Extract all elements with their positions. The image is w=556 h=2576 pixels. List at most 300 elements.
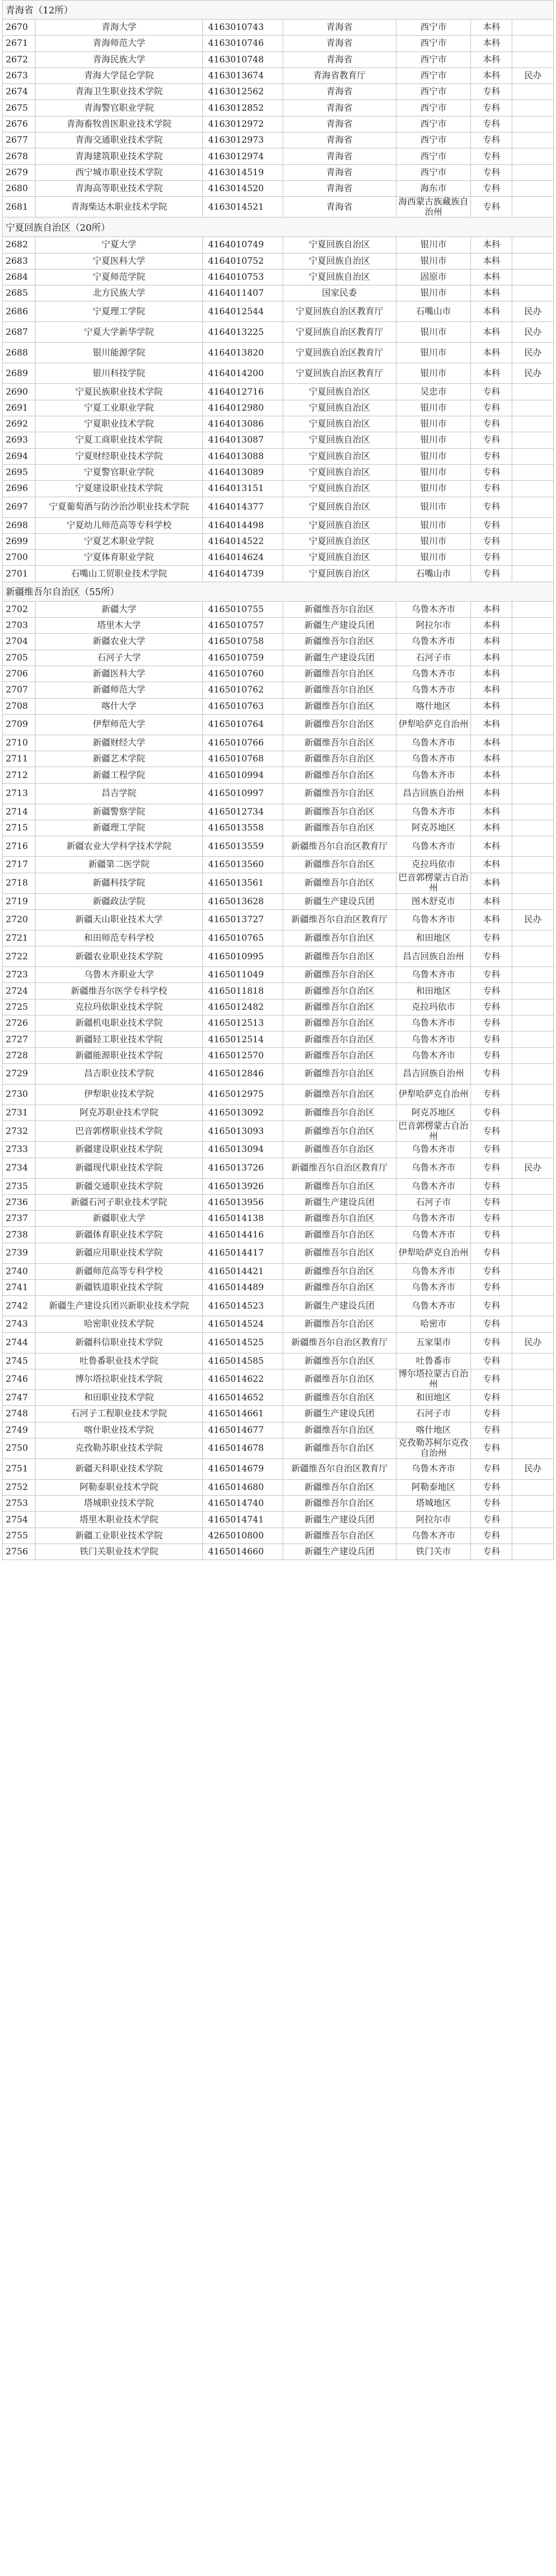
level-cell: 专科	[471, 1121, 512, 1141]
department-cell: 宁夏回族自治区	[283, 384, 396, 399]
level-cell: 专科	[471, 1512, 512, 1527]
location-cell: 乌鲁木齐市	[396, 1264, 472, 1279]
table-row	[2, 1105, 554, 1121]
level-cell: 本科	[471, 666, 512, 682]
level-cell: 本科	[471, 68, 512, 83]
school-name-cell: 青海柴达木职业技术学院	[36, 197, 203, 217]
department-cell: 青海省	[283, 20, 396, 35]
level-cell: 专科	[471, 1084, 512, 1105]
school-code-cell: 4164010753	[203, 269, 283, 285]
school-code-cell: 4165013094	[203, 1142, 283, 1157]
school-name-cell: 新疆理工学院	[36, 820, 203, 836]
note-cell	[512, 1390, 553, 1405]
location-cell: 银川市	[396, 449, 472, 464]
department-cell: 新疆维吾尔自治区教育厅	[283, 1333, 396, 1353]
school-code-cell: 4165014660	[203, 1544, 283, 1560]
location-cell: 乌鲁木齐市	[396, 836, 472, 856]
department-cell: 国家民委	[283, 285, 396, 301]
table-row	[2, 148, 554, 164]
seq-cell: 2734	[3, 1158, 36, 1178]
note-cell	[512, 84, 553, 99]
school-name-cell: 新疆现代职业技术学院	[36, 1158, 203, 1178]
location-cell: 石河子市	[396, 1195, 472, 1210]
table-row	[2, 804, 554, 820]
location-cell: 阿克苏地区	[396, 820, 472, 836]
table-row	[2, 1121, 554, 1142]
table-row	[2, 1353, 554, 1369]
level-cell: 本科	[471, 618, 512, 633]
department-cell: 新疆生产建设兵团	[283, 618, 396, 633]
level-cell: 本科	[471, 699, 512, 714]
school-code-cell: 4165010994	[203, 767, 283, 783]
school-name-cell: 阿克苏职业技术学院	[36, 1105, 203, 1121]
table-row	[2, 735, 554, 751]
table-row	[2, 983, 554, 999]
note-cell	[512, 618, 553, 633]
department-cell: 青海省	[283, 84, 396, 99]
level-cell: 本科	[471, 269, 512, 285]
note-cell	[512, 534, 553, 549]
seq-cell: 2699	[3, 534, 36, 549]
school-name-cell: 青海建筑职业技术学院	[36, 148, 203, 164]
school-code-cell: 4164013225	[203, 322, 283, 342]
department-cell: 新疆维吾尔自治区	[283, 784, 396, 804]
table-row	[2, 1015, 554, 1031]
school-code-cell: 4163010748	[203, 52, 283, 67]
note-cell: 民办	[524, 1464, 542, 1475]
location-cell: 石嘴山市	[396, 566, 472, 581]
level-cell: 本科	[471, 322, 512, 342]
seq-cell: 2755	[3, 1528, 36, 1544]
school-code-cell: 4165013559	[203, 836, 283, 856]
department-cell: 新疆维吾尔自治区	[283, 602, 396, 617]
university-list-table	[2, 0, 554, 1560]
school-name-cell: 新疆科技学院	[36, 873, 203, 893]
location-cell: 克孜勒苏柯尔克孜自治州	[396, 1438, 472, 1459]
school-code-cell: 4164013151	[203, 481, 283, 496]
school-name-cell: 石嘴山工贸职业技术学院	[36, 566, 203, 581]
level-cell: 专科	[471, 497, 512, 517]
location-cell: 乌鲁木齐市	[396, 735, 472, 751]
table-row	[2, 237, 554, 253]
seq-cell: 2709	[3, 715, 36, 735]
school-name-cell: 宁夏工业职业学院	[36, 400, 203, 416]
school-name-cell: 新疆艺术学院	[36, 751, 203, 767]
table-row	[2, 534, 554, 550]
school-code-cell: 4165011049	[203, 967, 283, 982]
school-name-cell: 新疆应用职业技术学院	[36, 1243, 203, 1263]
location-cell: 银川市	[396, 465, 472, 480]
department-cell: 新疆维吾尔自治区	[283, 930, 396, 946]
table-row	[2, 68, 554, 84]
department-cell: 新疆维吾尔自治区	[283, 1105, 396, 1121]
level-cell: 本科	[471, 767, 512, 783]
note-cell	[512, 1084, 553, 1105]
note-cell	[512, 784, 553, 804]
seq-cell: 2742	[3, 1296, 36, 1316]
seq-cell: 2677	[3, 132, 36, 148]
note-cell	[512, 566, 553, 581]
location-cell: 乌鲁木齐市	[396, 602, 472, 617]
seq-cell: 2724	[3, 983, 36, 998]
school-code-cell: 4165014741	[203, 1512, 283, 1527]
level-cell: 专科	[471, 197, 512, 217]
location-cell: 阿拉尔市	[396, 618, 472, 633]
school-code-cell: 4165012846	[203, 1064, 283, 1084]
seq-cell: 2676	[3, 116, 36, 132]
location-cell: 吐鲁番市	[396, 1353, 472, 1369]
location-cell: 银川市	[396, 432, 472, 448]
location-cell: 乌鲁木齐市	[396, 1031, 472, 1047]
seq-cell: 2693	[3, 432, 36, 448]
seq-cell: 2739	[3, 1243, 36, 1263]
location-cell: 哈密市	[396, 1316, 472, 1332]
location-cell: 乌鲁木齐市	[396, 1211, 472, 1226]
department-cell: 青海省	[283, 36, 396, 51]
location-cell: 乌鲁木齐市	[396, 1179, 472, 1194]
school-name-cell: 新疆维吾尔医学专科学校	[36, 983, 203, 998]
table-row	[2, 1296, 554, 1316]
note-cell	[512, 253, 553, 269]
level-cell: 专科	[471, 930, 512, 946]
level-cell: 本科	[471, 682, 512, 698]
table-row	[2, 497, 554, 518]
seq-cell: 2716	[3, 836, 36, 856]
note-cell	[512, 873, 553, 893]
school-code-cell: 4163014521	[203, 197, 283, 217]
location-cell: 克拉玛依市	[396, 999, 472, 1015]
table-row	[2, 751, 554, 767]
note-cell	[512, 1142, 553, 1157]
table-row	[2, 1048, 554, 1064]
school-code-cell: 4165013560	[203, 857, 283, 872]
location-cell: 西宁市	[396, 132, 472, 148]
table-row	[2, 1480, 554, 1496]
seq-cell: 2752	[3, 1480, 36, 1495]
seq-cell: 2735	[3, 1179, 36, 1194]
department-cell: 新疆维吾尔自治区	[283, 1179, 396, 1194]
table-row	[2, 269, 554, 285]
seq-cell: 2753	[3, 1496, 36, 1511]
location-cell: 巴音郭楞蒙古自治州	[396, 873, 472, 893]
note-cell	[512, 715, 553, 735]
department-cell: 新疆维吾尔自治区	[283, 1369, 396, 1389]
seq-cell: 2704	[3, 634, 36, 649]
seq-cell: 2698	[3, 518, 36, 533]
school-code-cell: 4165010759	[203, 650, 283, 666]
location-cell: 五家渠市	[396, 1333, 472, 1353]
level-cell: 专科	[471, 534, 512, 549]
note-cell	[512, 237, 553, 252]
seq-cell: 2713	[3, 784, 36, 804]
school-name-cell: 阿勒泰职业技术学院	[36, 1480, 203, 1495]
level-cell: 本科	[471, 873, 512, 893]
department-cell: 新疆维吾尔自治区	[283, 946, 396, 967]
location-cell: 昌吉回族自治州	[396, 784, 472, 804]
location-cell: 西宁市	[396, 84, 472, 99]
school-code-cell: 4163014520	[203, 181, 283, 196]
note-cell	[512, 1422, 553, 1438]
school-name-cell: 青海畜牧兽医职业技术学院	[36, 116, 203, 132]
department-cell: 新疆维吾尔自治区	[283, 1211, 396, 1226]
table-row	[2, 1544, 554, 1560]
table-row	[2, 1528, 554, 1544]
note-cell	[512, 465, 553, 480]
school-code-cell: 4165014421	[203, 1264, 283, 1279]
school-code-cell: 4165014622	[203, 1369, 283, 1389]
department-cell: 宁夏回族自治区	[283, 566, 396, 581]
school-name-cell: 青海师范大学	[36, 36, 203, 51]
level-cell: 专科	[471, 1369, 512, 1389]
note-cell	[512, 165, 553, 180]
department-cell: 新疆维吾尔自治区教育厅	[283, 1158, 396, 1178]
department-cell: 新疆维吾尔自治区	[283, 1264, 396, 1279]
table-row	[2, 363, 554, 384]
department-cell: 新疆生产建设兵团	[283, 1195, 396, 1210]
table-row	[2, 650, 554, 666]
location-cell: 银川市	[396, 481, 472, 496]
note-cell	[512, 1480, 553, 1495]
note-cell	[512, 1544, 553, 1560]
school-name-cell: 新疆工业职业技术学院	[36, 1528, 203, 1544]
school-code-cell: 4165014138	[203, 1211, 283, 1226]
note-cell	[512, 132, 553, 148]
table-row	[2, 1496, 554, 1512]
school-name-cell: 北方民族大学	[36, 285, 203, 301]
seq-cell: 2738	[3, 1227, 36, 1242]
school-code-cell: 4165010765	[203, 930, 283, 946]
level-cell: 专科	[471, 100, 512, 115]
level-cell: 专科	[471, 1142, 512, 1157]
note-cell	[512, 1195, 553, 1210]
department-cell: 新疆维吾尔自治区	[283, 735, 396, 751]
seq-cell: 2741	[3, 1280, 36, 1295]
level-cell: 专科	[471, 1353, 512, 1369]
level-cell: 专科	[471, 999, 512, 1015]
level-cell: 本科	[471, 343, 512, 363]
note-cell	[512, 1316, 553, 1332]
department-cell: 新疆维吾尔自治区	[283, 1064, 396, 1084]
note-cell	[512, 1438, 553, 1459]
school-code-cell: 4164014377	[203, 497, 283, 517]
note-cell: 民办	[524, 368, 542, 379]
note-cell	[512, 1211, 553, 1226]
level-cell: 专科	[471, 1048, 512, 1063]
level-cell: 本科	[471, 910, 512, 930]
school-name-cell: 新疆轻工职业技术学院	[36, 1031, 203, 1047]
note-cell	[512, 481, 553, 496]
department-cell: 新疆维吾尔自治区	[283, 699, 396, 714]
department-cell: 新疆维吾尔自治区	[283, 967, 396, 982]
seq-cell: 2730	[3, 1084, 36, 1105]
level-cell: 专科	[471, 1528, 512, 1544]
note-cell	[512, 416, 553, 432]
location-cell: 吴忠市	[396, 384, 472, 399]
note-cell	[512, 946, 553, 967]
seq-cell: 2690	[3, 384, 36, 399]
note-cell	[512, 1369, 553, 1389]
level-cell: 本科	[471, 237, 512, 252]
location-cell: 阿克苏地区	[396, 1105, 472, 1121]
school-code-cell: 4164014739	[203, 566, 283, 581]
location-cell: 乌鲁木齐市	[396, 967, 472, 982]
level-cell: 本科	[471, 602, 512, 617]
note-cell	[512, 384, 553, 399]
level-cell: 专科	[471, 1179, 512, 1194]
location-cell: 银川市	[396, 343, 472, 363]
table-row	[2, 465, 554, 481]
department-cell: 青海省	[283, 148, 396, 164]
department-cell: 宁夏回族自治区	[283, 400, 396, 416]
note-cell	[512, 1296, 553, 1316]
note-cell	[512, 100, 553, 115]
note-cell	[512, 1105, 553, 1121]
school-name-cell: 青海卫生职业技术学院	[36, 84, 203, 99]
note-cell	[512, 518, 553, 533]
location-cell: 乌鲁木齐市	[396, 1528, 472, 1544]
location-cell: 博尔塔拉蒙古自治州	[396, 1369, 472, 1389]
school-name-cell: 新疆医科大学	[36, 666, 203, 682]
school-code-cell: 4165013727	[203, 910, 283, 930]
department-cell: 宁夏回族自治区	[283, 518, 396, 533]
seq-cell: 2673	[3, 68, 36, 83]
table-row	[2, 618, 554, 634]
school-code-cell: 4165013092	[203, 1105, 283, 1121]
department-cell: 青海省	[283, 165, 396, 180]
school-code-cell: 4165013561	[203, 873, 283, 893]
department-cell: 新疆生产建设兵团	[283, 1296, 396, 1316]
location-cell: 海西蒙古族藏族自治州	[396, 197, 472, 217]
school-name-cell: 西宁城市职业技术学院	[36, 165, 203, 180]
seq-cell: 2700	[3, 550, 36, 565]
seq-cell: 2691	[3, 400, 36, 416]
note-cell	[512, 857, 553, 872]
department-cell: 宁夏回族自治区	[283, 416, 396, 432]
level-cell: 本科	[471, 836, 512, 856]
department-cell: 新疆维吾尔自治区教育厅	[283, 1459, 396, 1479]
table-row	[2, 1512, 554, 1528]
school-name-cell: 宁夏师范学院	[36, 269, 203, 285]
school-code-cell: 4165010758	[203, 634, 283, 649]
note-cell	[512, 930, 553, 946]
department-cell: 宁夏回族自治区教育厅	[283, 301, 396, 321]
department-cell: 新疆生产建设兵团	[283, 1544, 396, 1560]
note-cell	[512, 550, 553, 565]
note-cell	[512, 820, 553, 836]
location-cell: 和田地区	[396, 1390, 472, 1405]
level-cell: 专科	[471, 1015, 512, 1031]
location-cell: 阿勒泰地区	[396, 1480, 472, 1495]
seq-cell: 2678	[3, 148, 36, 164]
school-code-cell: 4165012570	[203, 1048, 283, 1063]
department-cell: 宁夏回族自治区	[283, 497, 396, 517]
school-name-cell: 塔城职业技术学院	[36, 1496, 203, 1511]
table-row	[2, 400, 554, 416]
school-name-cell: 宁夏幼儿师范高等专科学校	[36, 518, 203, 533]
note-cell	[512, 1227, 553, 1242]
school-name-cell: 昌吉职业技术学院	[36, 1064, 203, 1084]
note-cell	[512, 894, 553, 909]
note-cell	[512, 1121, 553, 1141]
location-cell: 乌鲁木齐市	[396, 751, 472, 767]
location-cell: 乌鲁木齐市	[396, 1142, 472, 1157]
note-cell	[512, 836, 553, 856]
school-code-cell: 4165014678	[203, 1438, 283, 1459]
department-cell: 新疆生产建设兵团	[283, 1512, 396, 1527]
location-cell: 西宁市	[396, 148, 472, 164]
table-row	[2, 820, 554, 836]
school-code-cell: 4265010800	[203, 1528, 283, 1544]
department-cell: 新疆维吾尔自治区	[283, 1390, 396, 1405]
school-code-cell: 4164014624	[203, 550, 283, 565]
level-cell: 专科	[471, 1480, 512, 1495]
department-cell: 宁夏回族自治区	[283, 253, 396, 269]
school-code-cell: 4164013088	[203, 449, 283, 464]
school-name-cell: 新疆科信职业技术学院	[36, 1333, 203, 1353]
note-cell	[512, 1496, 553, 1511]
seq-cell: 2696	[3, 481, 36, 496]
note-cell	[512, 1243, 553, 1263]
level-cell: 专科	[471, 165, 512, 180]
department-cell: 新疆维吾尔自治区	[283, 1048, 396, 1063]
seq-cell: 2740	[3, 1264, 36, 1279]
school-name-cell: 新疆农业大学科学技术学院	[36, 836, 203, 856]
level-cell: 本科	[471, 285, 512, 301]
school-code-cell: 4165014661	[203, 1406, 283, 1421]
department-cell: 宁夏回族自治区	[283, 481, 396, 496]
department-cell: 新疆维吾尔自治区	[283, 1353, 396, 1369]
school-code-cell: 4165014525	[203, 1333, 283, 1353]
school-code-cell: 4165012513	[203, 1015, 283, 1031]
seq-cell: 2723	[3, 967, 36, 982]
level-cell: 专科	[471, 1264, 512, 1279]
location-cell: 乌鲁木齐市	[396, 666, 472, 682]
note-cell: 民办	[524, 1337, 542, 1348]
seq-cell: 2749	[3, 1422, 36, 1438]
note-cell	[512, 767, 553, 783]
school-code-cell: 4164010752	[203, 253, 283, 269]
school-code-cell: 4163012973	[203, 132, 283, 148]
location-cell: 西宁市	[396, 68, 472, 83]
school-code-cell: 4163012972	[203, 116, 283, 132]
table-row	[2, 20, 554, 36]
seq-cell: 2710	[3, 735, 36, 751]
school-name-cell: 宁夏建设职业技术学院	[36, 481, 203, 496]
school-name-cell: 新疆警察学院	[36, 804, 203, 820]
school-code-cell: 4164011407	[203, 285, 283, 301]
table-row	[2, 767, 554, 783]
department-cell: 新疆生产建设兵团	[283, 1406, 396, 1421]
location-cell: 乌鲁木齐市	[396, 1015, 472, 1031]
location-cell: 银川市	[396, 285, 472, 301]
table-row	[2, 836, 554, 857]
seq-cell: 2745	[3, 1353, 36, 1369]
school-code-cell: 4164014522	[203, 534, 283, 549]
school-name-cell: 喀什大学	[36, 699, 203, 714]
seq-cell: 2686	[3, 301, 36, 321]
school-name-cell: 喀什职业技术学院	[36, 1422, 203, 1438]
level-cell: 专科	[471, 400, 512, 416]
location-cell: 乌鲁木齐市	[396, 682, 472, 698]
table-row	[2, 784, 554, 804]
department-cell: 新疆维吾尔自治区	[283, 1422, 396, 1438]
location-cell: 乌鲁木齐市	[396, 1296, 472, 1316]
seq-cell: 2725	[3, 999, 36, 1015]
department-cell: 新疆维吾尔自治区	[283, 1480, 396, 1495]
note-cell	[512, 650, 553, 666]
school-code-cell: 4165010997	[203, 784, 283, 804]
school-name-cell: 宁夏理工学院	[36, 301, 203, 321]
